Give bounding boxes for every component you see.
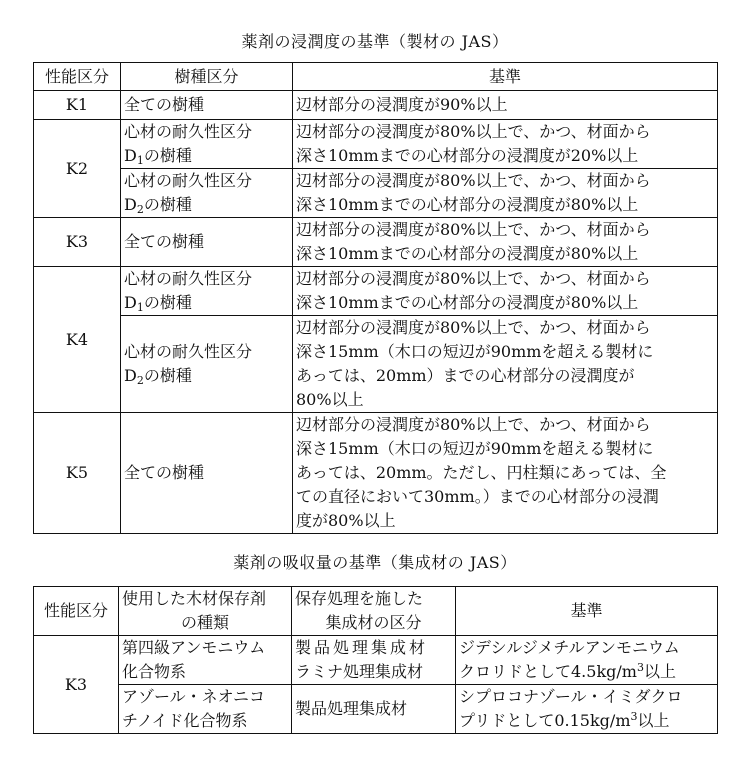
criteria-cell: 辺材部分の浸潤度が80%以上で、かつ、材面から 深さ10mmまでの心材部分の浸潤度が80%以上 [293, 267, 718, 316]
treatment-cell: 製品処理集成材 ラミナ処理集成材 [292, 636, 456, 685]
preservative-cell: アゾール・ネオニコ チノイド化合物系 [119, 685, 292, 734]
species-cell: 心材の耐久性区分 $D_1$の樹種 [121, 120, 293, 169]
grade-cell: K1 [34, 91, 121, 120]
table-row [34, 636, 718, 685]
table-row [34, 218, 718, 267]
table-row [34, 120, 718, 169]
table-row [34, 169, 718, 218]
grade-cell: K3 [34, 636, 119, 734]
table1-title: 薬剤の浸潤度の基準（製材の JAS） [241, 32, 509, 51]
criteria-cell: 辺材部分の浸潤度が90%以上 [293, 91, 718, 120]
table-row [34, 685, 718, 734]
criteria-cell: 辺材部分の浸潤度が80%以上で、かつ、材面から 深さ15mm（木口の短辺が90mmを超える製材に あっては、20mm）までの心材部分の浸潤度が 80%以上 [293, 316, 718, 413]
grade-cell: K5 [34, 413, 121, 534]
grade-cell: K4 [34, 267, 121, 413]
table2-title: 薬剤の吸収量の基準（集成材の JAS） [233, 553, 517, 572]
species-cell: 心材の耐久性区分 $D_2$の樹種 [121, 316, 293, 413]
preservative-cell: 第四級アンモニウム 化合物系 [119, 636, 292, 685]
absorption-criteria-table [33, 586, 718, 734]
header-grade: 性能区分 [34, 587, 119, 636]
table-row [34, 267, 718, 316]
grade-cell: K3 [34, 218, 121, 267]
species-cell: 全ての樹種 [121, 91, 293, 120]
criteria-cell: 辺材部分の浸潤度が80%以上で、かつ、材面から 深さ10mmまでの心材部分の浸潤度が80%以上 [293, 169, 718, 218]
treatment-cell: 製品処理集成材 [292, 685, 456, 734]
header-criteria: 基準 [293, 63, 718, 91]
header-preservative: 使用した木材保存剤 の種類 [119, 587, 292, 636]
header-species: 樹種区分 [121, 63, 293, 91]
table-row [34, 91, 718, 120]
table-row [34, 316, 718, 413]
table1-header-row [34, 63, 718, 91]
species-cell: 心材の耐久性区分 $D_1$の樹種 [121, 267, 293, 316]
grade-cell: K2 [34, 120, 121, 218]
criteria-cell: シプロコナゾール・イミダクロ プリドとして$0.15kg/m^3$以上 [456, 685, 718, 734]
species-cell: 全ての樹種 [121, 218, 293, 267]
criteria-cell: 辺材部分の浸潤度が80%以上で、かつ、材面から 深さ10mmまでの心材部分の浸潤度が20%以上 [293, 120, 718, 169]
criteria-cell: 辺材部分の浸潤度が80%以上で、かつ、材面から 深さ10mmまでの心材部分の浸潤度が80%以上 [293, 218, 718, 267]
criteria-cell: ジデシルジメチルアンモニウム クロリドとして$4.5kg/m^3$以上 [456, 636, 718, 685]
species-cell: 心材の耐久性区分 $D_2$の樹種 [121, 169, 293, 218]
penetration-criteria-table [33, 62, 718, 534]
criteria-cell: 辺材部分の浸潤度が80%以上で、かつ、材面から 深さ15mm（木口の短辺が90mmを超える製材に あっては、20mm。ただし、円柱類にあっては、全 ての直径において30mm。）までの心材部分の浸潤 度が80%以上 [293, 413, 718, 534]
header-treatment: 保存処理を施した 集成材の区分 [292, 587, 456, 636]
species-cell: 全ての樹種 [121, 413, 293, 534]
table2-header-row [34, 587, 718, 636]
table-row [34, 413, 718, 534]
header-criteria: 基準 [456, 587, 718, 636]
header-grade: 性能区分 [34, 63, 121, 91]
